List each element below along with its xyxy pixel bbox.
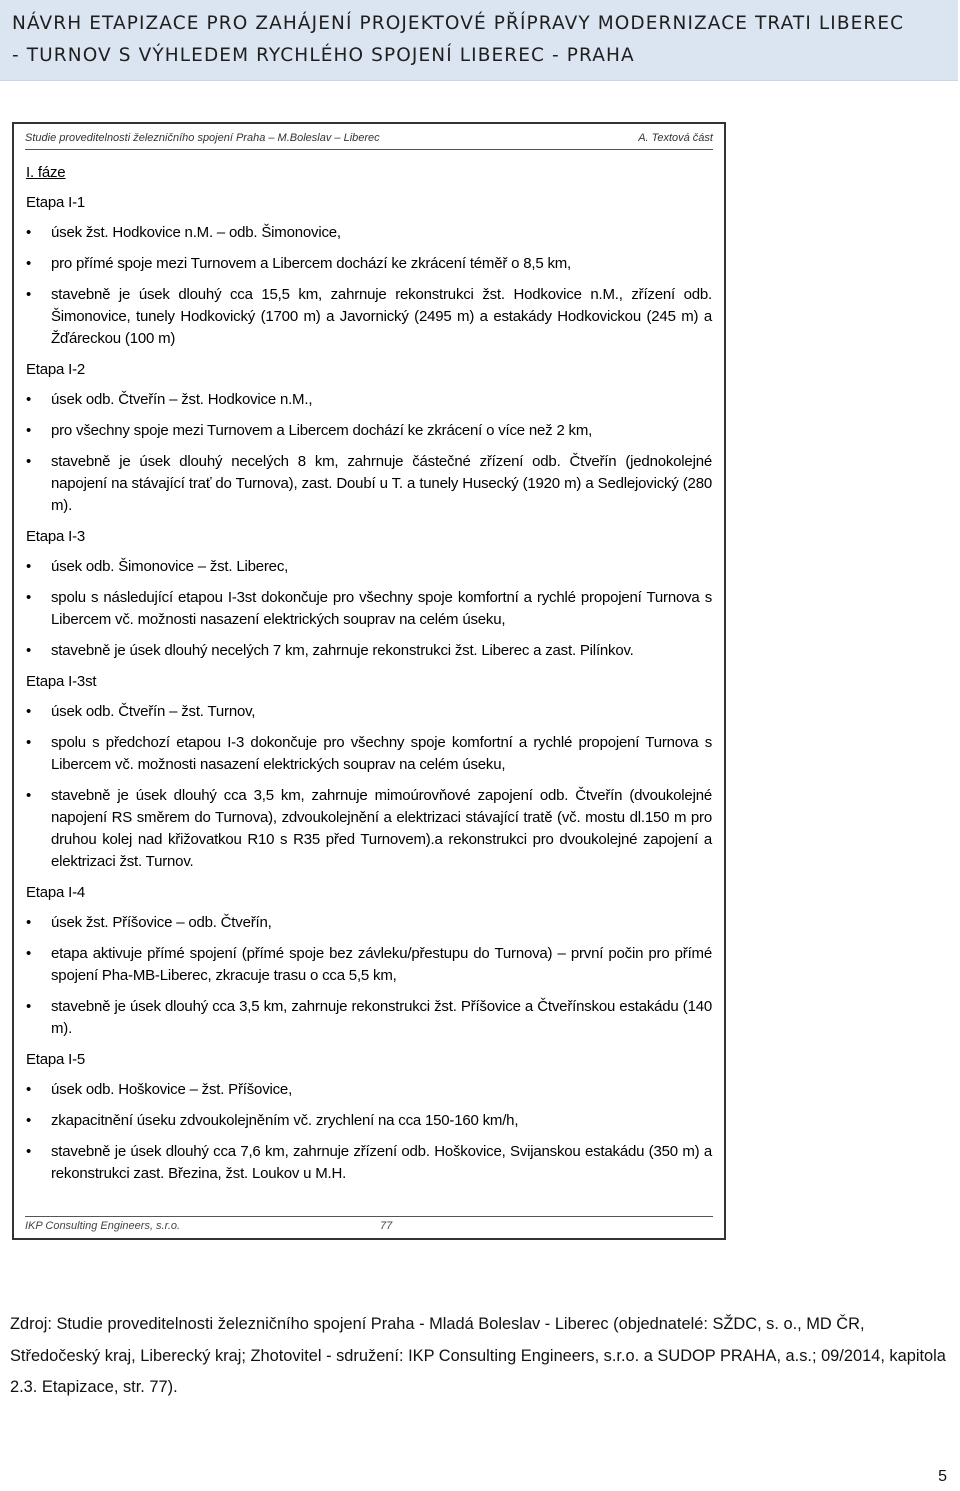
stage-item: • spolu s následující etapou I-3st dokončuje pro všechny spoje komfortní a rychlé propojení Turnova s Libercem vč. možnosti nasazení elektrických souprav na celém úseku, [26, 587, 712, 631]
stage-list [26, 192, 712, 1185]
stage-item-list [26, 1079, 712, 1185]
stage-item: • etapa aktivuje přímé spojení (přímé spoje bez závleku/přestupu do Turnova) – první počin pro přímé spojení Pha-MB-Liberec, zkracuje trasu o cca 5,5 km, [26, 943, 712, 987]
phase-heading: I. fáze [26, 164, 66, 181]
stage-item: • stavebně je úsek dlouhý necelých 8 km, zahrnuje částečné zřízení odb. Čtveřín (jednokolejné napojení na stávající trať do Turnova), zast. Doubí u T. a tunely Husecký (1920 m) a Sedlejovický (280 m). [26, 451, 712, 517]
stage-title: Etapa I-4 [26, 884, 86, 901]
stage-title: Etapa I-3 [26, 528, 86, 545]
stage-title: Etapa I-5 [26, 1051, 86, 1068]
stage-item: • spolu s předchozí etapou I-3 dokončuje pro všechny spoje komfortní a rychlé propojení Turnova s Libercem vč. možnosti nasazení elektrických souprav na celém úseku, [26, 732, 712, 776]
stage-block [26, 1049, 712, 1185]
stage-item: • pro přímé spoje mezi Turnovem a Libercem dochází ke zkrácení téměř o 8,5 km, [26, 253, 712, 275]
stage-item-list [26, 912, 712, 1040]
stage-item: • stavebně je úsek dlouhý cca 7,6 km, zahrnuje zřízení odb. Hoškovice, Svijanskou estakádu (350 m) a rekonstrukci zast. Březina, žst. Loukov u M.H. [26, 1141, 712, 1185]
stage-title: Etapa I-3st [26, 673, 97, 690]
stage-item-list [26, 222, 712, 350]
stage-item-list [26, 389, 712, 517]
stage-item: • úsek žst. Příšovice – odb. Čtveřín, [26, 912, 712, 934]
stage-item: • úsek odb. Čtveřín – žst. Turnov, [26, 701, 712, 723]
scan-header-left: Studie proveditelnosti železničního spojení Praha – M.Boleslav – Liberec [25, 132, 380, 144]
stage-item: • úsek odb. Hoškovice – žst. Příšovice, [26, 1079, 712, 1101]
stage-block [26, 526, 712, 662]
stage-item: • úsek žst. Hodkovice n.M. – odb. Šimonovice, [26, 222, 712, 244]
stage-item: • stavebně je úsek dlouhý cca 3,5 km, zahrnuje mimoúrovňové zapojení odb. Čtveřín (dvoukolejné napojení RS směrem do Turnova), zdvoukolejnění a elektrizaci stávající tratě (vč. mostu dl.150 m pro druhou kolej nad křižovatkou R10 s R35 před Turnovem).a rekonstrukci pro dvoukolejné zapojení a elektrizaci žst. Turnov. [26, 785, 712, 873]
scan-header-right: A. Textová část [638, 132, 713, 144]
header-title-line-1: NÁVRH ETAPIZACE PRO ZAHÁJENÍ PROJEKTOVÉ PŘÍPRAVY MODERNIZACE TRATI LIBEREC [12, 13, 905, 34]
stage-item: • úsek odb. Šimonovice – žst. Liberec, [26, 556, 712, 578]
stage-block [26, 671, 712, 873]
stage-item: • stavebně je úsek dlouhý cca 15,5 km, zahrnuje rekonstrukci žst. Hodkovice n.M., zřízení odb. Šimonovice, tunely Hodkovický (1700 m) a Javornický (2495 m) a estakády Hodkovickou (245 m) a Žďáreckou (100 m) [26, 284, 712, 350]
stage-item: • stavebně je úsek dlouhý necelých 7 km, zahrnuje rekonstrukci žst. Liberec a zast. Pilínkov. [26, 640, 712, 662]
scan-running-header [25, 132, 713, 144]
stage-block [26, 359, 712, 517]
stage-item-list [26, 556, 712, 662]
scan-footer-rule [25, 1216, 713, 1217]
stage-item: • úsek odb. Čtveřín – žst. Hodkovice n.M., [26, 389, 712, 411]
scan-header-rule [25, 149, 713, 150]
stage-item: • zkapacitnění úseku zdvoukolejněním vč. zrychlení na cca 150-160 km/h, [26, 1110, 712, 1132]
scan-body [26, 158, 712, 1194]
stage-item: • stavebně je úsek dlouhý cca 3,5 km, zahrnuje rekonstrukci žst. Příšovice a Čtveřínskou estakádu (140 m). [26, 996, 712, 1040]
scan-running-footer [25, 1220, 713, 1232]
page-number: 5 [938, 1468, 947, 1485]
stage-item: • pro všechny spoje mezi Turnovem a Libercem dochází ke zkrácení o více než 2 km, [26, 420, 712, 442]
stage-block [26, 192, 712, 350]
stage-item-list [26, 701, 712, 873]
stage-title: Etapa I-2 [26, 361, 86, 378]
scan-footer-page-number: 77 [380, 1220, 393, 1232]
scanned-page-image [12, 122, 726, 1240]
header-title-line-2: - TURNOV S VÝHLEDEM RYCHLÉHO SPOJENÍ LIBEREC - PRAHA [12, 45, 635, 66]
stage-title: Etapa I-1 [26, 194, 86, 211]
stage-block [26, 882, 712, 1040]
document-header [0, 0, 958, 81]
source-citation: Zdroj: Studie proveditelnosti železničního spojení Praha - Mladá Boleslav - Liberec (objednatelé: SŽDC, s. o., MD ČR, Středočeský kraj, Liberecký kraj; Zhotovitel - sdružení: IKP Consulting Engineers, s.r.o. a SUDOP PRAHA, a.s.; 09/2014, kapitola 2.3. Etapizace, str. 77). [10, 1315, 946, 1396]
scan-footer-company: IKP Consulting Engineers, s.r.o. [25, 1220, 181, 1232]
